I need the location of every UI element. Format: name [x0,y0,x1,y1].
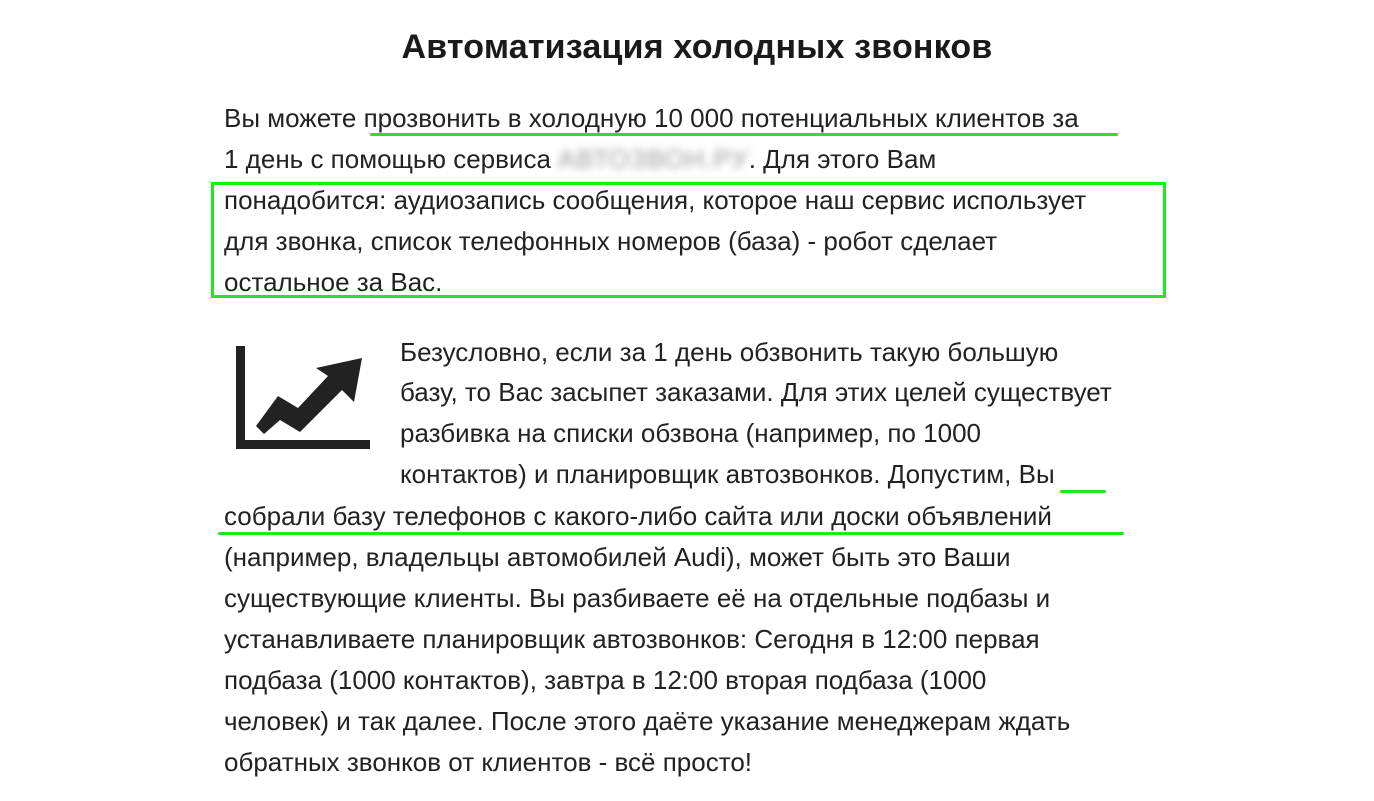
paragraph2-line10: человек) и так далее. После этого даёте указание менеджерам ждать [224,706,1071,736]
paragraph2-line5: собрали базу телефонов с какого-либо сайта или доски объявлений [224,501,1052,531]
highlight-underline-2a [1060,490,1106,493]
blurred-service-name: АВТОЗВОН.РУ [558,144,749,174]
paragraph2-line2: базу, то Вас засыпет заказами. Для этих целей существует [400,377,1112,407]
paragraph1-highlighted-phrase: прозвонить в холодную 10 000 потенциальных клиентов [363,103,1046,133]
paragraph1-line1-end: за [1045,103,1079,133]
paragraph2-line8: устанавливаете планировщик автозвонков: Сегодня в 12:00 первая [224,624,1040,654]
highlight-box [211,182,1166,298]
paragraph2-line6: (например, владельцы автомобилей Audi), может быть это Ваши [224,542,1011,572]
trending-up-chart-icon [236,346,372,450]
highlight-underline-2b [218,532,1124,535]
page-title: Автоматизация холодных звонков [401,28,993,66]
paragraph2-line3: разбивка на списки обзвона (например, по 1000 [400,418,981,448]
paragraph1-line3: понадобится: аудиозапись сообщения, которое наш сервис использует [224,185,1087,215]
paragraph1-line2 [224,139,936,179]
paragraph2-line1: Безусловно, если за 1 день обзвонить такую большую [400,337,1059,367]
paragraph2-line9: подбаза (1000 контактов), завтра в 12:00 вторая подбаза (1000 [224,665,987,695]
paragraph1-line5: остальное за Вас. [224,267,443,297]
paragraph1-line2-start: 1 день с помощью сервиса [224,144,559,174]
paragraph1-line4: для звонка, список телефонных номеров (база) - робот сделает [224,226,998,256]
paragraph2-line11: обратных звонков от клиентов - всё просто! [224,747,752,777]
paragraph2-line4: контактов) и планировщик автозвонков. Допустим, Вы [400,459,1055,489]
paragraph1-line1-start: Вы можете [224,103,364,133]
paragraph1-line1 [224,98,1079,138]
paragraph2-line7: существующие клиенты. Вы разбиваете её на отдельные подбазы и [224,583,1051,613]
highlight-underline-1 [370,133,1118,136]
paragraph1-line2-end: . Для этого Вам [748,144,937,174]
